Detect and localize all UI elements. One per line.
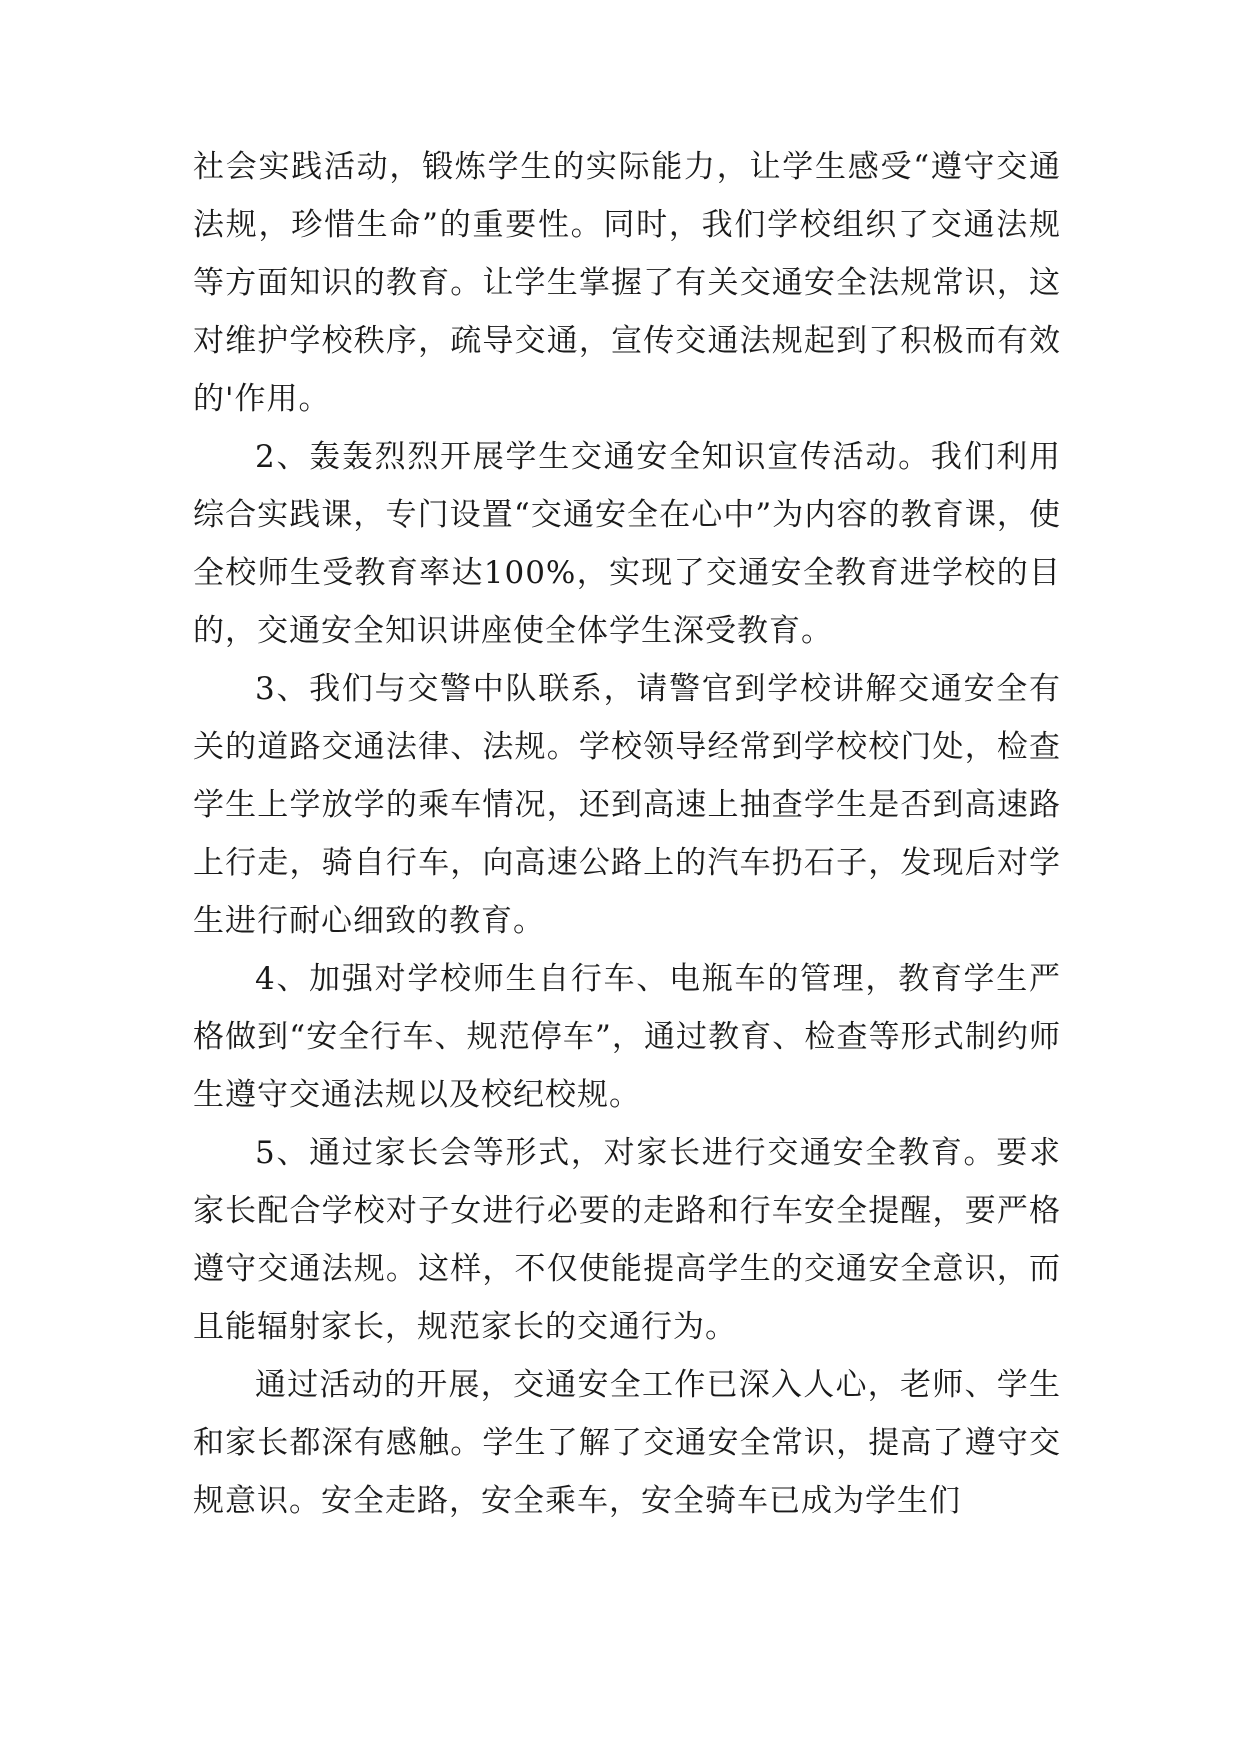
paragraph-5: 5、通过家长会等形式，对家长进行交通安全教育。要求家长配合学校对子女进行必要的走路和行车安全提醒，要严格遵守交通法规。这样，不仅使能提高学生的交通安全意识，而且能辐射家长，规范家长的交通行为。 [193,1135,1061,1345]
paragraph-2: 2、轰轰烈烈开展学生交通安全知识宣传活动。我们利用综合实践课，专门设置“交通安全在心中”为内容的教育课，使全校师生受教育率达100%，实现了交通安全教育进学校的目的，交通安全知识讲座使全体学生深受教育。 [193,439,1061,649]
document-body [193,138,1061,1530]
paragraph-6: 通过活动的开展，交通安全工作已深入人心，老师、学生和家长都深有感触。学生了解了交通安全常识，提高了遵守交规意识。安全走路，安全乘车，安全骑车已成为学生们 [193,1367,1061,1519]
paragraph-1: 社会实践活动，锻炼学生的实际能力，让学生感受“遵守交通法规，珍惜生命”的重要性。同时，我们学校组织了交通法规等方面知识的教育。让学生掌握了有关交通安全法规常识，这对维护学校秩序，疏导交通，宣传交通法规起到了积极而有效的'作用。 [193,149,1061,417]
paragraph-4: 4、加强对学校师生自行车、电瓶车的管理，教育学生严格做到“安全行车、规范停车”，通过教育、检查等形式制约师生遵守交通法规以及校纪校规。 [193,961,1061,1113]
paragraph-3: 3、我们与交警中队联系，请警官到学校讲解交通安全有关的道路交通法律、法规。学校领导经常到学校校门处，检查学生上学放学的乘车情况，还到高速上抽查学生是否到高速路上行走，骑自行车，向高速公路上的汽车扔石子，发现后对学生进行耐心细致的教育。 [193,671,1061,939]
